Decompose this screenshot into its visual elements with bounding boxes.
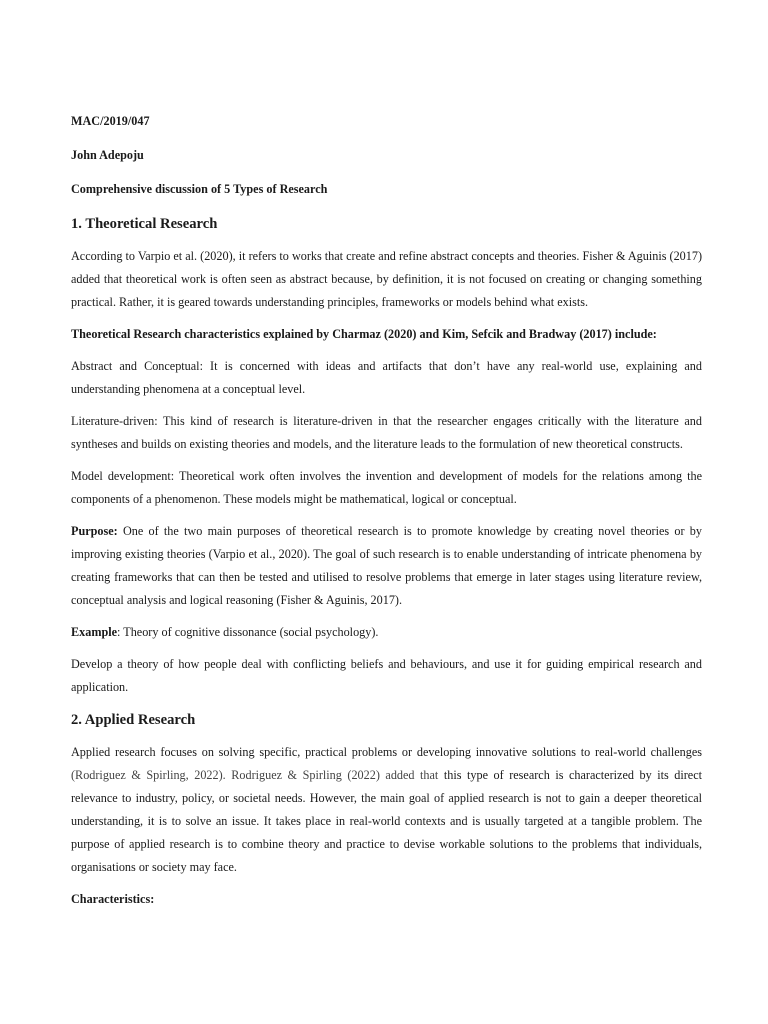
example-label: Example xyxy=(71,625,118,639)
section-heading-theoretical: 1. Theoretical Research xyxy=(71,216,218,232)
example-text: : Theory of cognitive dissonance (social psychology). xyxy=(117,625,379,639)
purpose-paragraph xyxy=(71,520,702,612)
develop-theory-paragraph: Develop a theory of how people deal with conflicting beliefs and behaviours, and use it for guiding empirical research and application. xyxy=(71,657,702,694)
model-development-paragraph: Model development: Theoretical work often involves the invention and development of models for the relations among the components of a phenomenon. These models might be mathematical, logical or conceptual. xyxy=(71,469,702,506)
applied-characteristics-heading: Characteristics: xyxy=(71,892,155,906)
example-paragraph xyxy=(71,621,702,644)
theoretical-characteristics-heading: Theoretical Research characteristics explained by Charmaz (2020) and Kim, Sefcik and Bradway (2017) include: xyxy=(71,327,657,341)
applied-text-c: this type of research is characterized by its direct relevance to industry, policy, or societal needs. However, the main goal of applied research is not to gain a deeper theoretical understanding, it is to solve an issue. It takes place in real-world contexts and is usually targeted at a tangible problem. The purpose of applied research is to combine theory and practice to devise workable solutions to the problems that individuals, organisations or society may face. xyxy=(71,768,702,874)
section-heading-applied: 2. Applied Research xyxy=(71,712,196,728)
theoretical-intro-paragraph: According to Varpio et al. (2020), it refers to works that create and refine abstract concepts and theories. Fisher & Aguinis (2017) added that theoretical work is often seen as abstract because, by definition, it is not focused on creating or changing something practical. Rather, it is geared towards understanding principles, frameworks or models behind what exists. xyxy=(71,249,702,309)
applied-text-a: Applied research focuses on solving specific, practical problems or developing innovative solutions to real-world challenges xyxy=(71,745,702,759)
applied-intro-paragraph xyxy=(71,741,702,879)
author-name: John Adepoju xyxy=(71,148,144,162)
document-page xyxy=(71,110,702,920)
literature-driven-paragraph: Literature-driven: This kind of research is literature-driven in that the researcher engages critically with the literature and syntheses and builds on existing theories and models, and the literature leads to the formulation of new theoretical constructs. xyxy=(71,414,702,451)
abstract-conceptual-paragraph: Abstract and Conceptual: It is concerned with ideas and artifacts that don’t have any real-world use, explaining and understanding phenomena at a conceptual level. xyxy=(71,359,702,396)
student-id: MAC/2019/047 xyxy=(71,114,150,128)
purpose-label: Purpose: xyxy=(71,524,118,538)
document-title: Comprehensive discussion of 5 Types of Research xyxy=(71,182,328,196)
applied-citation-text: (Rodriguez & Spirling, 2022). Rodriguez & Spirling (2022) added that xyxy=(71,768,444,782)
purpose-text: One of the two main purposes of theoretical research is to promote knowledge by creating novel theories or by improving existing theories (Varpio et al., 2020). The goal of such research is to enable understanding of intricate phenomena by creating frameworks that can then be tested and utilised to resolve problems that emerge in later stages using literature review, conceptual analysis and logical reasoning (Fisher & Aguinis, 2017). xyxy=(71,524,702,607)
